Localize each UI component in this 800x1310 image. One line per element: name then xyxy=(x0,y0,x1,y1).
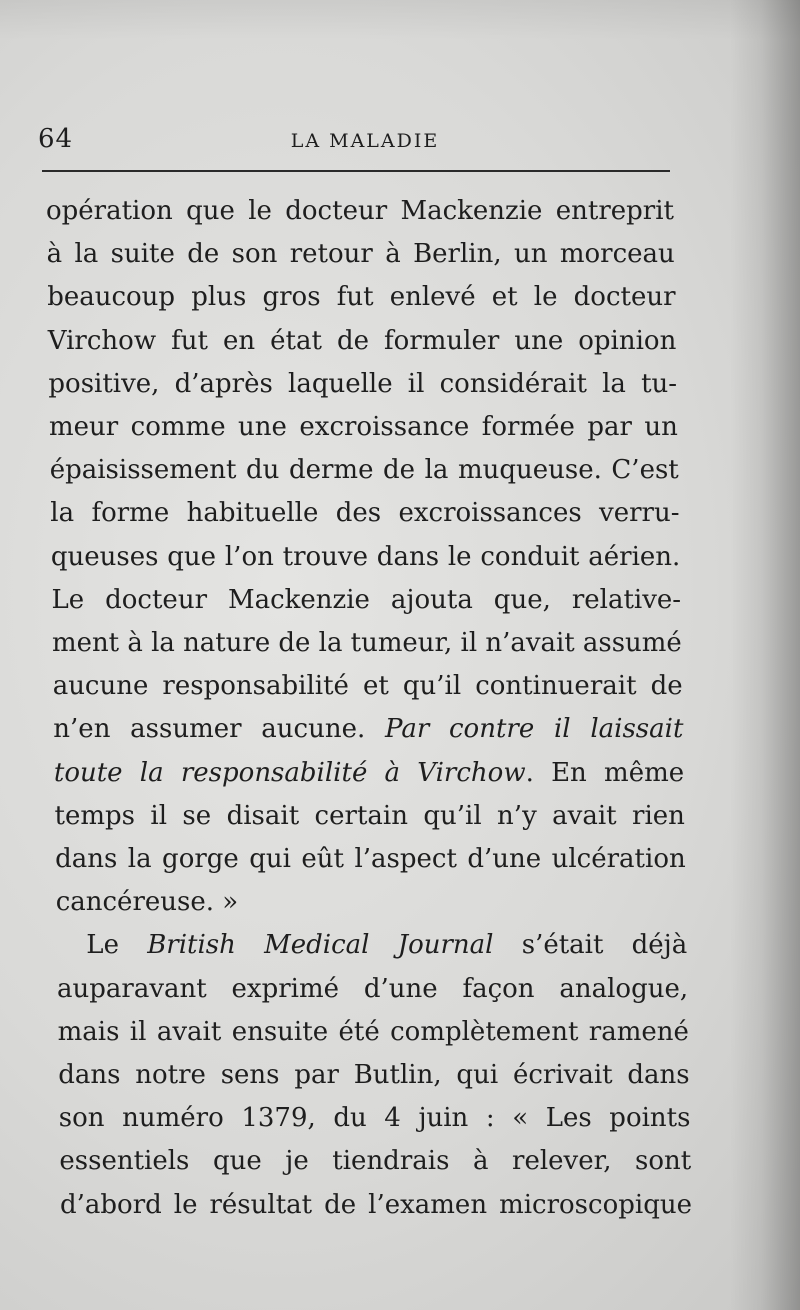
text-line xyxy=(46,194,674,228)
header-rule xyxy=(42,170,670,172)
text-line xyxy=(52,583,682,617)
text-line xyxy=(57,972,688,1006)
text-run: d’abord le résultat de l’examen microscopique xyxy=(60,1189,692,1220)
text-line xyxy=(86,928,687,962)
text-run: ment à la nature de la tumeur, il n’avait assumé xyxy=(52,628,682,658)
text-line xyxy=(52,626,682,660)
text-run: à la suite de son retour à Berlin, un morceau xyxy=(46,239,675,270)
text-run: Virchow fut en état de formuler une opinion xyxy=(47,325,677,356)
text-line xyxy=(51,540,680,574)
text-line xyxy=(59,1144,691,1178)
text-line xyxy=(60,1188,692,1222)
text-run: dans la gorge qui eût l’aspect d’une ulcération xyxy=(55,844,686,874)
text-run: s’était déjà xyxy=(493,930,688,961)
text-run: queuses que l’on trouve dans le conduit aérien. xyxy=(50,541,681,572)
page-number: 64 xyxy=(38,124,74,154)
text-run: meur comme une excroissance formée par un xyxy=(49,412,678,442)
text-line xyxy=(50,453,679,487)
text-run: n’en assumer aucune. xyxy=(53,714,385,745)
text-line xyxy=(55,799,685,833)
text-run: beaucoup plus gros fut enlevé et le docteur xyxy=(47,282,676,313)
text-line xyxy=(56,885,238,919)
running-title: LA MALADIE xyxy=(290,130,440,152)
text-run: cancéreuse. » xyxy=(55,887,239,918)
page-top-shadow xyxy=(0,0,800,40)
text-run: essentiels que je tiendrais à relever, sont xyxy=(59,1146,692,1177)
italic-text: Par contre il laissait xyxy=(385,714,684,745)
text-line xyxy=(48,367,677,401)
text-line xyxy=(54,756,684,790)
text-run: opération que le docteur Mackenzie entreprit xyxy=(46,196,674,226)
text-run: épaisissement du derme de la muqueuse. C’est xyxy=(49,455,679,486)
text-run: aucune responsabilité et qu’il continuerait de xyxy=(52,671,683,702)
text-run: temps il se disait certain qu’il n’y avait rien xyxy=(54,800,685,831)
page-gutter-shadow xyxy=(730,0,800,1310)
text-run: la forme habituelle des excroissances verru- xyxy=(50,498,680,529)
text-line xyxy=(59,1101,691,1135)
italic-text: British Medical Journal xyxy=(147,930,494,961)
text-run: Le xyxy=(86,930,148,961)
text-run: mais il avait ensuite été complètement ramené xyxy=(57,1016,689,1047)
text-line xyxy=(49,410,678,444)
italic-text: toute la responsabilité à Virchow xyxy=(53,757,526,788)
text-line xyxy=(48,324,677,358)
text-line xyxy=(53,712,683,746)
text-line xyxy=(47,237,675,271)
text-run: Le docteur Mackenzie ajouta que, relative- xyxy=(51,584,682,615)
text-run: son numéro 1379, du 4 juin : « Les points xyxy=(58,1103,691,1134)
text-line xyxy=(53,669,683,703)
text-run: auparavant exprimé d’une façon analogue, xyxy=(57,973,689,1004)
text-line xyxy=(47,280,675,314)
text-run: positive, d’après laquelle il considérait la tu- xyxy=(48,368,678,399)
text-line xyxy=(58,1015,689,1049)
text-run: . En même xyxy=(525,757,685,788)
text-line xyxy=(58,1058,689,1092)
text-line xyxy=(55,842,686,876)
text-run: dans notre sens par Butlin, qui écrivait dans xyxy=(58,1060,690,1090)
text-line xyxy=(50,496,679,530)
